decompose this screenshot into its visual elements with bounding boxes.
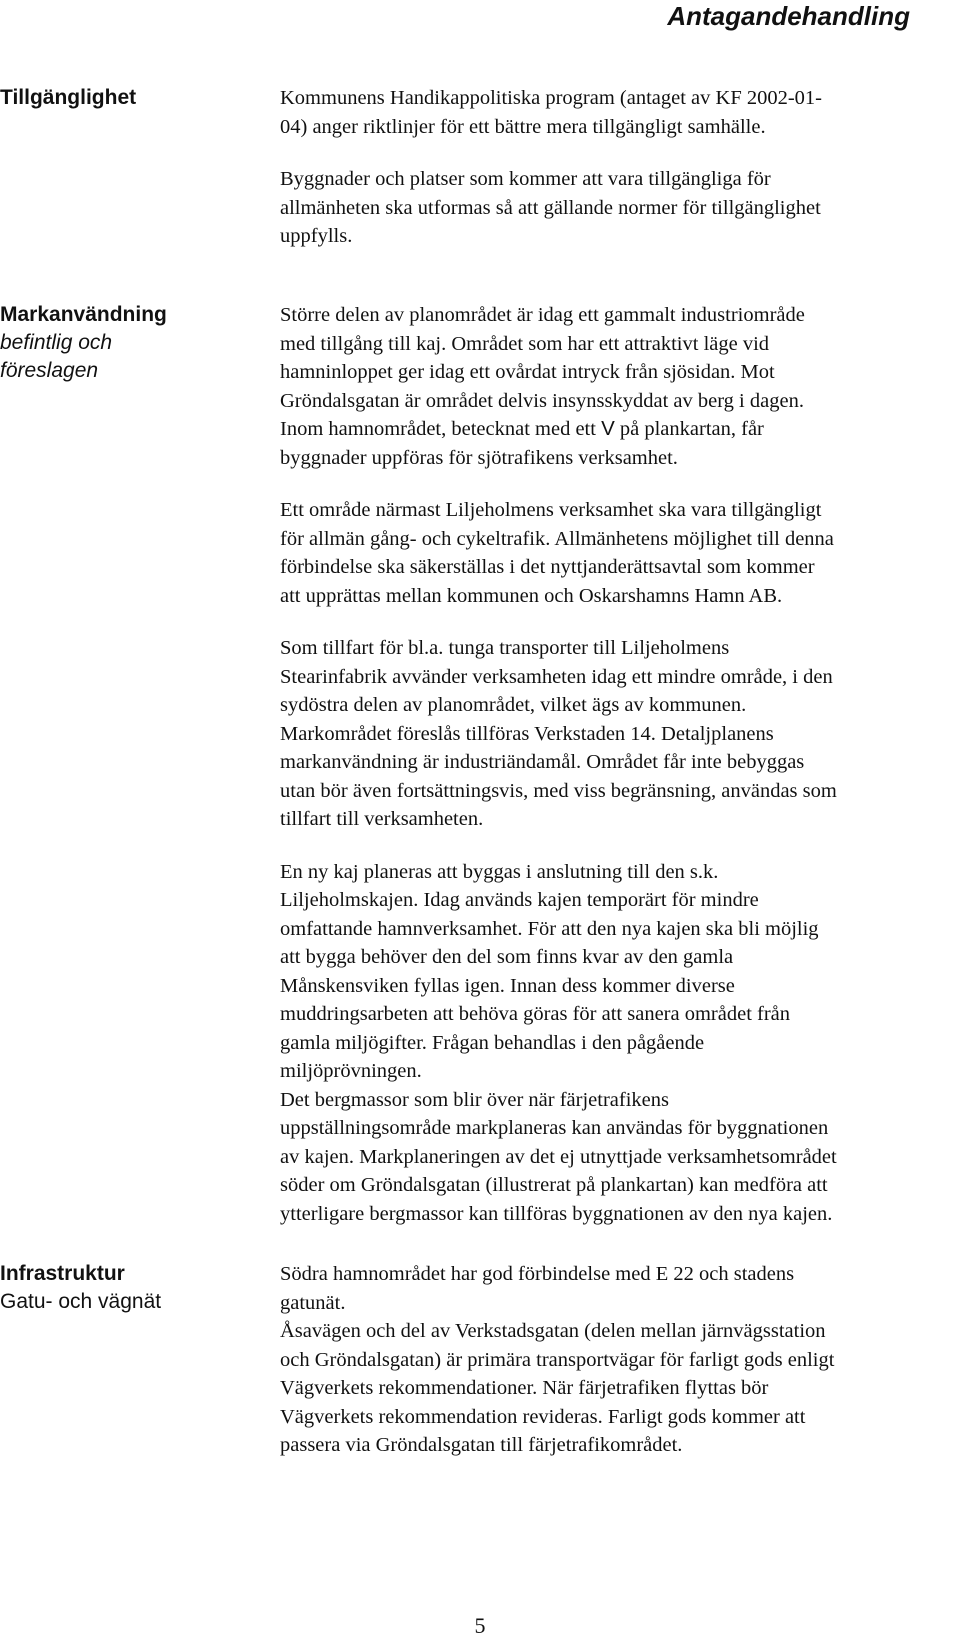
text-line: Som tillfart för bl.a. tunga transporter till Liljeholmens xyxy=(280,637,730,659)
text-line: att bygga behöver den del som finns kvar av den gamla xyxy=(280,946,734,968)
text-line: Större delen av planområdet är idag ett gammalt industriområde xyxy=(280,304,805,326)
text-segment: på plankartan, får xyxy=(619,418,764,440)
label-infrastruktur: Infrastruktur xyxy=(0,1262,125,1285)
label-befintlig: befintlig och xyxy=(0,331,113,354)
text-line xyxy=(280,415,960,444)
text-line: Åsavägen och del av Verkstadsgatan (delen mellan järnvägsstation xyxy=(280,1320,826,1342)
section-body xyxy=(280,84,960,251)
text-line: Gröndalsgatan är området delvis insynsskyddat av berg i dagen. xyxy=(280,389,804,412)
zone-symbol: V xyxy=(601,417,615,440)
label-foreslagen: föreslagen xyxy=(0,359,99,382)
text-line: Kommunens Handikappolitiska program (antaget av KF 2002-01- xyxy=(280,87,822,109)
text-line: passera via Gröndalsgatan till färjetrafikområdet. xyxy=(280,1434,683,1456)
text-line: Markområdet föreslås tillföras Verkstaden 14. Detaljplanens xyxy=(280,722,774,745)
text-line: Månskensviken fyllas igen. Innan dess kommer diverse xyxy=(280,974,735,997)
text-line: Södra hamnområdet har god förbindelse med E 22 och stadens xyxy=(280,1263,795,1285)
text-line: tillfart till verksamheten. xyxy=(280,808,484,830)
label-tillganglighet: Tillgänglighet xyxy=(0,86,137,109)
label-markanvandning: Markanvändning xyxy=(0,303,167,326)
text-line: uppställningsområde markplaneras kan användas för byggnationen xyxy=(280,1117,829,1139)
text-line: allmänheten ska utformas så att gällande normer för tillgänglighet xyxy=(280,196,821,219)
text-line: sydöstra delen av planområdet, vilket ägs av kommunen. xyxy=(280,694,747,716)
text-line: miljöprövningen. xyxy=(280,1060,422,1082)
text-line: gatunät. xyxy=(280,1291,346,1314)
text-line: ytterligare bergmassor kan tillföras byggnationen av den nya kajen. xyxy=(280,1202,833,1225)
text-line: Stearinfabrik avvänder verksamheten idag ett mindre område, i den xyxy=(280,665,833,688)
text-line: omfattande hamnverksamhet. För att den nya kajen ska bli möjlig xyxy=(280,917,819,940)
text-line: utan bör även fortsättningsvis, med viss begränsning, användas som xyxy=(280,779,837,802)
text-line: Byggnader och platser som kommer att vara tillgängliga för xyxy=(280,168,771,190)
text-line: för allmän gång- och cykeltrafik. Allmänhetens möjlighet till denna xyxy=(280,527,834,550)
text-line: En ny kaj planeras att byggas i anslutning till den s.k. xyxy=(280,860,719,883)
text-line: Det bergmassor som blir över när färjetrafikens xyxy=(280,1088,669,1111)
text-line: och Gröndalsgatan) är primära transportvägar för farligt gods enligt xyxy=(280,1348,835,1371)
text-line: att upprättas mellan kommunen och Oskarshamns Hamn AB. xyxy=(280,584,783,607)
text-line: av kajen. Markplaneringen av det ej utnyttjade verksamhetsområdet xyxy=(280,1145,837,1168)
text-line: Liljeholmskajen. Idag används kajen temporärt för mindre xyxy=(280,889,759,911)
text-line: Vägverkets rekommendation revideras. Farligt gods kommer att xyxy=(280,1405,806,1428)
text-line: byggnader uppföras för sjötrafikens verksamhet. xyxy=(280,446,678,469)
text-line: gamla miljögifter. Frågan behandlas i den pågående xyxy=(280,1031,705,1054)
text-line: söder om Gröndalsgatan (illustrerat på plankartan) kan medföra att xyxy=(280,1174,828,1196)
text-line: hamninloppet ger idag ett ovårdat intryck från sjösidan. Mot xyxy=(280,361,775,383)
text-line: Ett område närmast Liljeholmens verksamhet ska vara tillgängligt xyxy=(280,499,822,521)
document-title: Antagandehandling xyxy=(667,1,910,31)
section-label xyxy=(0,84,250,112)
section-label xyxy=(0,1260,250,1316)
section-label xyxy=(0,301,250,385)
section-body xyxy=(280,1260,960,1460)
text-line: muddringsarbeten att behöva göras för att sanera området från xyxy=(280,1003,791,1025)
text-line: Vägverkets rekommendationer. När färjetrafiken flyttas bör xyxy=(280,1377,769,1399)
text-line: markanvändning är industriändamål. Området får inte bebyggas xyxy=(280,751,805,773)
text-segment: Inom hamnområdet, betecknat med ett xyxy=(280,418,596,440)
section-body xyxy=(280,301,960,1228)
text-line: förbindelse ska säkerställas i det nyttjanderättsavtal som kommer xyxy=(280,556,815,578)
label-gatu-och-vagnat: Gatu- och vägnät xyxy=(0,1290,162,1313)
text-line: uppfylls. xyxy=(280,225,353,247)
text-line: 04) anger riktlinjer för ett bättre mera tillgängligt samhälle. xyxy=(280,115,766,138)
text-line: med tillgång till kaj. Området som har ett attraktivt läge vid xyxy=(280,332,770,355)
page-number: 5 xyxy=(474,1613,486,1638)
